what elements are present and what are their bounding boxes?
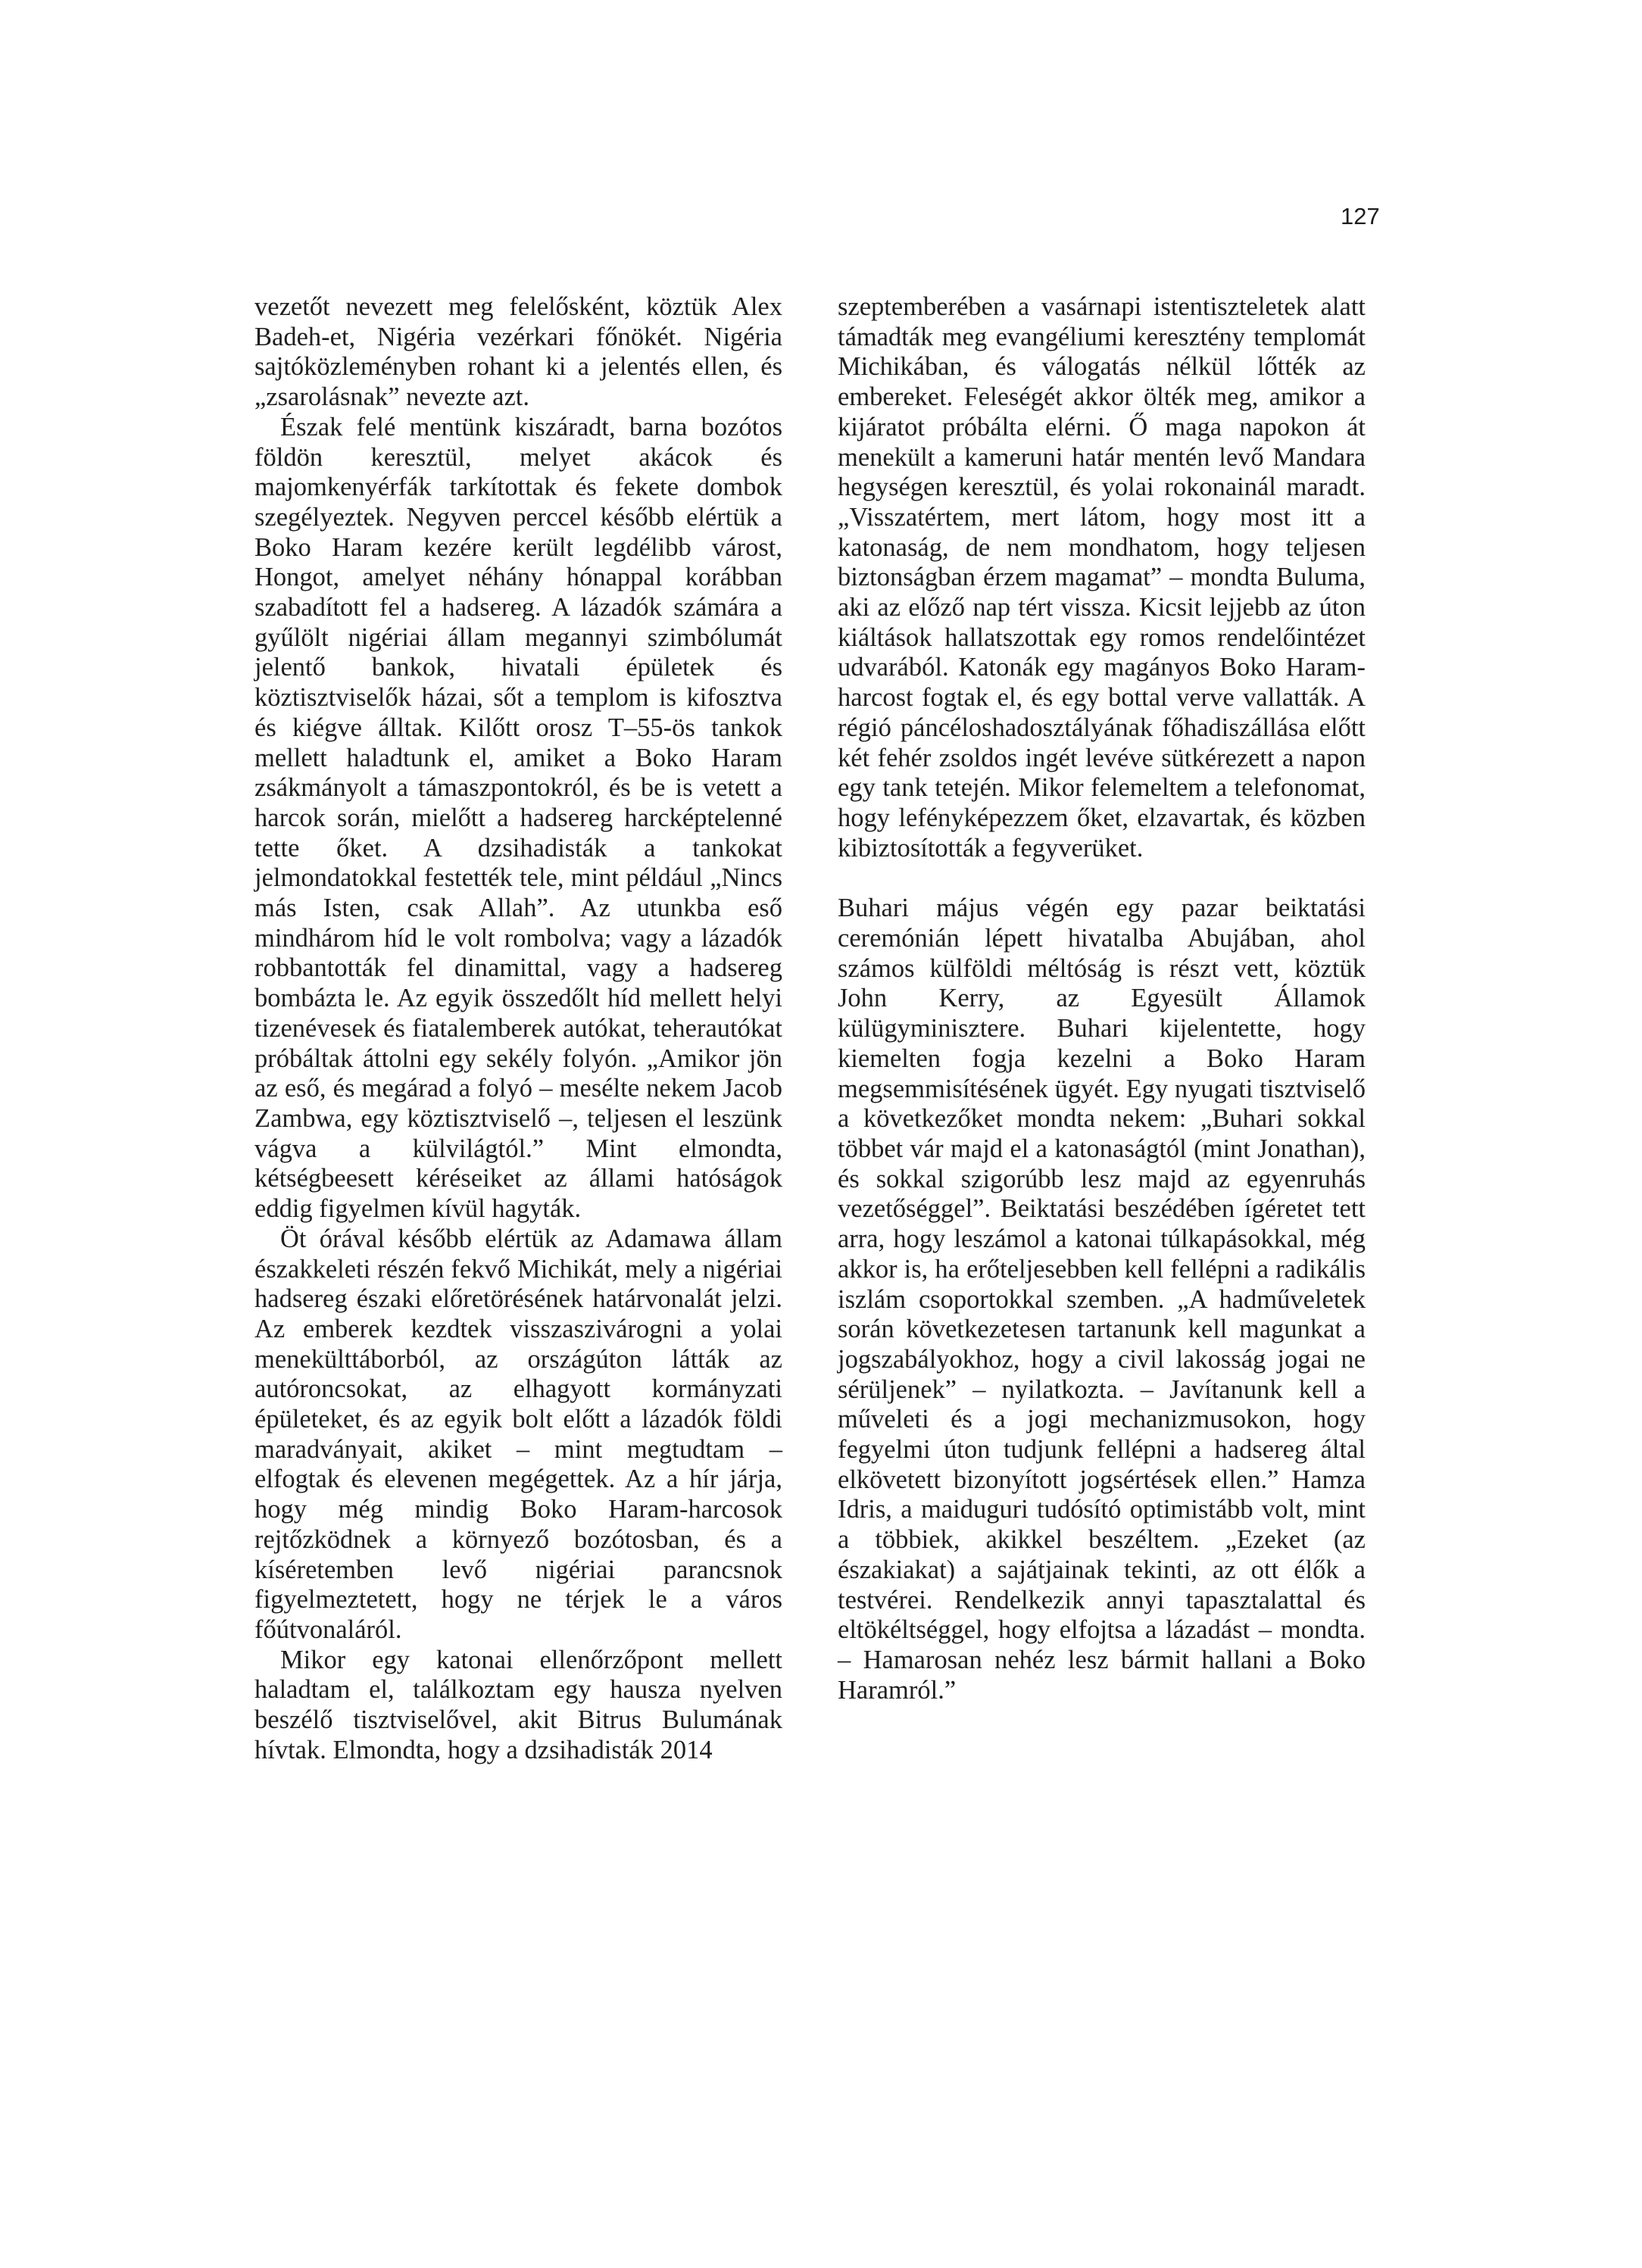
paragraph: Buhari május végén egy pazar beiktatási ceremónián lépett hivatalba Abujában, ahol számos külföldi méltóság is részt vett, köztük John Kerry, az Egyesült Államok külügyminisztere. Buhari kijelentette, hogy kiemelten fogja kezelni a Boko Haram megsemmisítésének ügyét. Egy nyugati tisztviselő a következőket mondta nekem: „Buhari sokkal többet vár majd el a katonaságtól (mint Jonathan), és sokkal szigorúbb lesz majd az egyenruhás vezetőséggel”. Beiktatási beszédében ígéretet tett arra, hogy leszámol a katonai túlkapásokkal, még akkor is, ha erőteljesebben kell fellépni a radikális iszlám csoportokkal szemben. „A hadműveletek során következetesen tartanunk kell magunkat a jogszabályokhoz, hogy a civil lakosság jogai ne sérüljenek” – nyilatkozta. – Javítanunk kell a műveleti és a jogi mechanizmusokon, hogy fegyelmi úton tudjunk fellépni a hadsereg által elkövetett bizonyított jogsértések ellen.” Hamza Idris, a maiduguri tudósító optimistább volt, mint a többiek, akikkel beszéltem. „Ezeket (az északiakat) a sajátjainak tekinti, az ott élők a testvérei. Rendelkezik annyi tapasztalattal és eltökéltséggel, hogy elfojtsa a lázadást – mondta. – Hamarosan nehéz lesz bármit hallani a Boko Haramról.” [838,894,1366,1705]
paragraph: vezetőt nevezett meg felelősként, köztük Alex Badeh-et, Nigéria vezérkari főnökét. Nigéria sajtóközleményben rohant ki a jelentés ellen, és „zsarolásnak” nevezte azt. [254,292,782,412]
page-number: 127 [1341,203,1380,229]
paragraph: szeptemberében a vasárnapi istentiszteletek alatt támadták meg evangéliumi keresztény templomát Michikában, és válogatás nélkül lőtték az embereket. Feleségét akkor ölték meg, amikor a kijáratot próbálta elérni. Ő maga napokon át menekült a kameruni határ mentén levő Mandara hegységen keresztül, és yolai rokonainál maradt. „Visszatértem, mert látom, hogy most itt a katonaság, de nem mondhatom, hogy teljesen biztonságban érzem magamat” – mondta Buluma, aki az előző nap tért vissza. Kicsit lejjebb az úton kiáltások hallatszottak egy romos rendelőintézet udvarából. Katonák egy magányos Boko Haram-harcost fogtak el, és egy bottal verve vallatták. A régió páncéloshadosztályának főhadiszállása előtt két fehér zsoldos ingét levéve sütkérezett a napon egy tank tetején. Mikor felemeltem a telefonomat, hogy lefényképezzem őket, elzavartak, és közben kibiztosították a fegyverüket. [838,292,1366,863]
left-column [254,292,782,1765]
paragraph: Észak felé mentünk kiszáradt, barna bozótos földön keresztül, melyet akácok és majomkenyérfák tarkítottak és fekete dombok szegélyeztek. Negyven perccel később elértük a Boko Haram kezére került legdélibb várost, Hongot, amelyet néhány hónappal korábban szabadított fel a hadsereg. A lázadók számára a gyűlölt nigériai állam megannyi szimbólumát jelentő bankok, hivatali épületek és köztisztviselők házai, sőt a templom is kifosztva és kiégve álltak. Kilőtt orosz T–55-ös tankok mellett haladtunk el, amiket a Boko Haram zsákmányolt a támaszpontokról, és be is vetett a harcok során, mielőtt a hadsereg harcképtelenné tette őket. A dzsihadisták a tankokat jelmondatokkal festették tele, mint például „Nincs más Isten, csak Allah”. Az utunkba eső mindhárom híd le volt rombolva; vagy a lázadók robbantották fel dinamittal, vagy a hadsereg bombázta le. Az egyik összedőlt híd mellett helyi tizenévesek és fiatalemberek autókat, teherautókat próbáltak áttolni egy sekély folyón. „Amikor jön az eső, és megárad a folyó – mesélte nekem Jacob Zambwa, egy köztisztviselő –, teljesen el leszünk vágva a külvilágtól.” Mint elmondta, kétségbeesett kéréseiket az állami hatóságok eddig figyelmen kívül hagyták. [254,412,782,1224]
paragraph: Mikor egy katonai ellenőrzőpont mellett haladtam el, találkoztam egy hausza nyelven beszélő tisztviselővel, akit Bitrus Bulumának hívtak. Elmondta, hogy a dzsihadisták 2014 [254,1645,782,1764]
paragraph: Öt órával később elértük az Adamawa állam északkeleti részén fekvő Michikát, mely a nigériai hadsereg északi előretörésének határvonalát jelzi. Az emberek kezdtek visszaszivárogni a yolai menekülttáborból, az országúton látták az autóroncsokat, az elhagyott kormányzati épületeket, és az egyik bolt előtt a lázadók földi maradványait, akiket – mint megtudtam – elfogtak és elevenen megégettek. Az a hír járja, hogy még mindig Boko Haram-harcosok rejtőzködnek a környező bozótosban, és a kíséretemben levő nigériai parancsnok figyelmeztetett, hogy ne térjek le a város főútvonaláról. [254,1224,782,1644]
right-column [838,292,1366,1705]
